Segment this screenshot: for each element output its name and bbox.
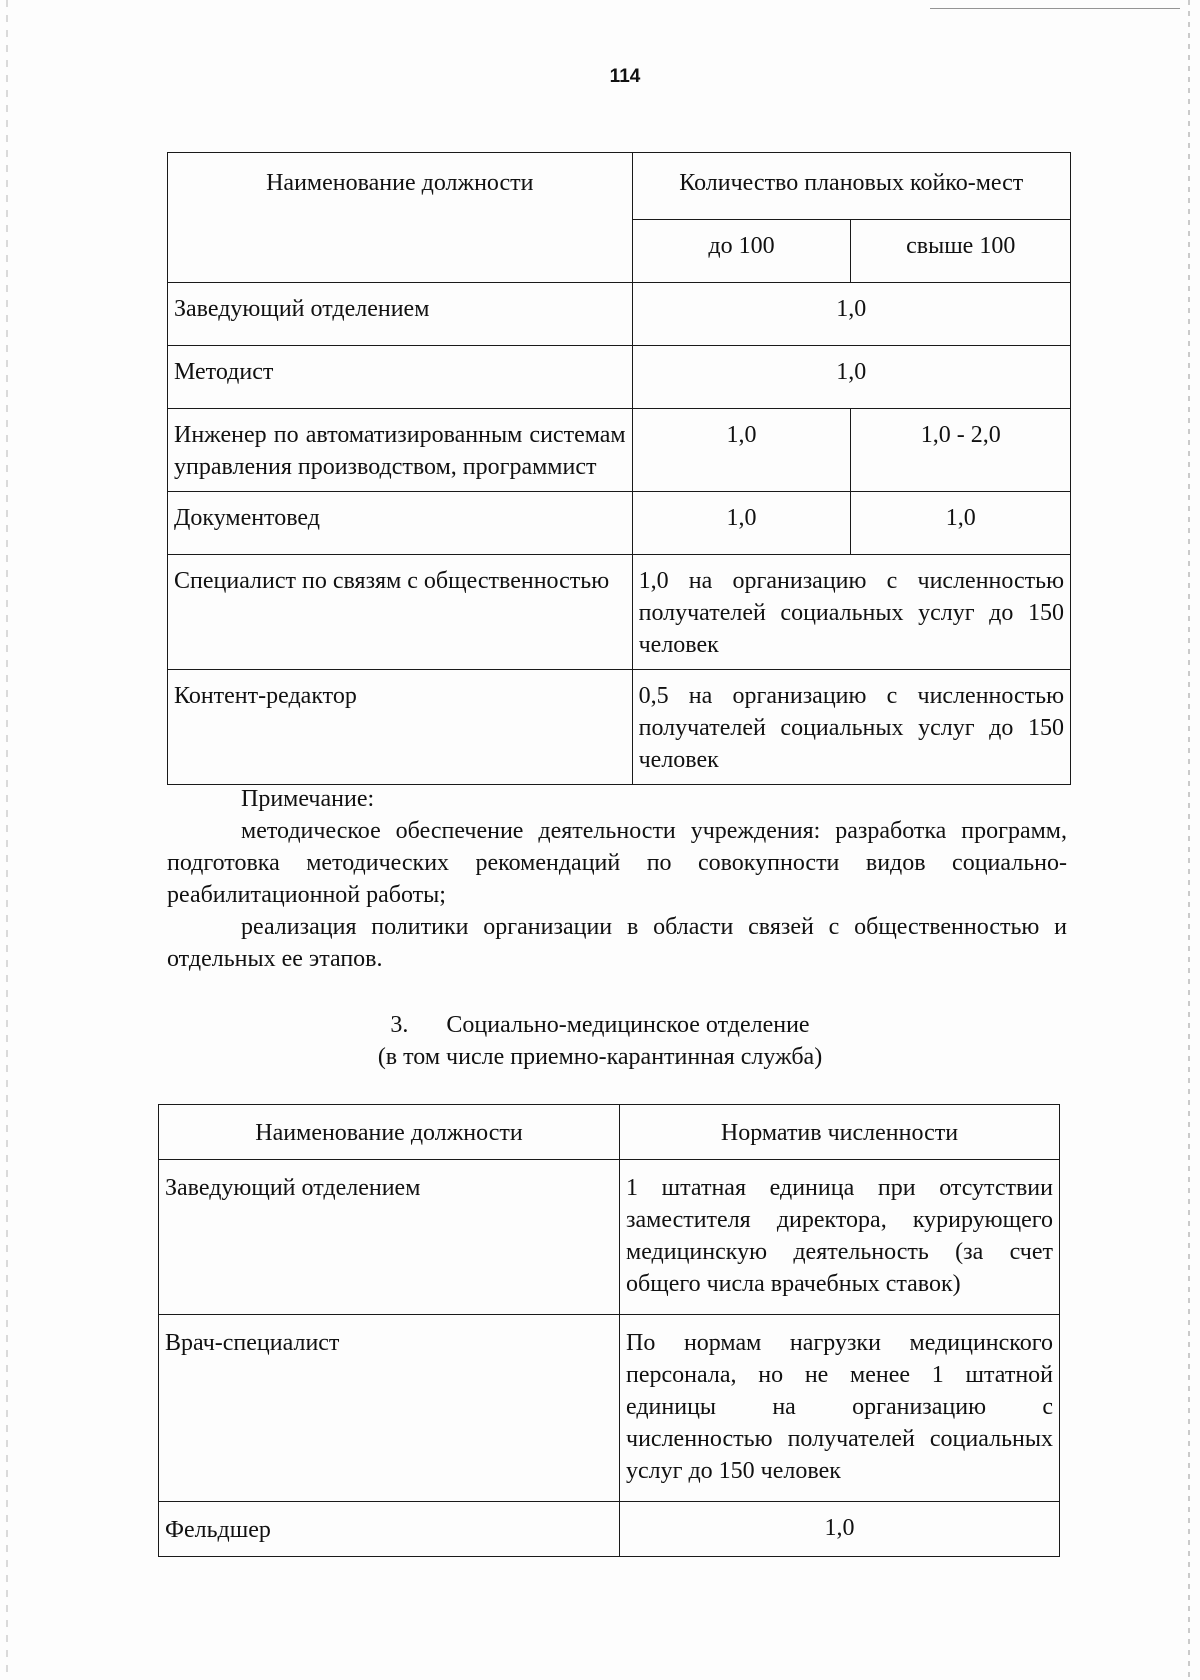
table-row [168, 346, 1071, 409]
row-value: 1,0 [632, 283, 1070, 346]
header-over-100: свыше 100 [851, 220, 1071, 283]
staffing-table-1 [167, 152, 1071, 785]
row-position: Врач-специалист [159, 1315, 620, 1502]
row-position: Контент-редактор [168, 670, 633, 785]
row-position: Документовед [168, 492, 633, 555]
row-value-upto-100: 1,0 [632, 492, 851, 555]
header-beds: Количество плановых койко-мест [632, 153, 1070, 220]
row-value: 1,0 на организацию с численностью получателей социальных услуг до 150 человек [632, 555, 1070, 670]
table-row [159, 1502, 1060, 1557]
row-position: Специалист по связям с общественностью [168, 555, 633, 670]
table-row [168, 409, 1071, 492]
table-row [159, 1315, 1060, 1502]
scan-top-rule [930, 8, 1180, 9]
page-number: 114 [609, 66, 641, 87]
header-norm: Норматив численности [620, 1105, 1060, 1160]
note-paragraph: методическое обеспечение деятельности учреждения: разработка программ, подготовка методических рекомендаций по совокупности видов социально-реабилитационной работы; [167, 818, 1067, 908]
row-value: 1 штатная единица при отсутствии заместителя директора, курирующего медицинскую деятельность (за счет общего числа врачебных ставок) [620, 1160, 1060, 1315]
row-value: 1,0 [620, 1502, 1060, 1557]
table-row [168, 670, 1071, 785]
row-position: Заведующий отделением [159, 1160, 620, 1315]
row-value: 0,5 на организацию с численностью получателей социальных услуг до 150 человек [632, 670, 1070, 785]
staffing-table-2 [158, 1104, 1060, 1557]
row-position: Фельдшер [159, 1502, 620, 1557]
row-value: По нормам нагрузки медицинского персонала, но не менее 1 штатной единицы на организацию с численностью получателей социальных услуг до 150 человек [620, 1315, 1060, 1502]
row-value: 1,0 [632, 346, 1070, 409]
row-value-upto-100: 1,0 [632, 409, 851, 492]
table-row [168, 555, 1071, 670]
table-row [168, 283, 1071, 346]
table-header-row [159, 1105, 1060, 1160]
table-row [159, 1160, 1060, 1315]
row-value-over-100: 1,0 [851, 492, 1071, 555]
row-position: Заведующий отделением [168, 283, 633, 346]
header-position: Наименование должности [159, 1105, 620, 1160]
note-title: Примечание: [241, 786, 375, 812]
section-title: Социально-медицинское отделение [446, 1012, 810, 1038]
section-number: 3. [390, 1012, 409, 1038]
row-position: Методист [168, 346, 633, 409]
table-row [168, 492, 1071, 555]
note-paragraph: реализация политики организации в области связей с общественностью и отдельных ее этапов. [167, 914, 1067, 972]
header-upto-100: до 100 [632, 220, 851, 283]
scan-edge-right [1188, 0, 1190, 1680]
table-header-row [168, 153, 1071, 220]
section-heading [0, 1009, 1200, 1041]
row-value-over-100: 1,0 - 2,0 [851, 409, 1071, 492]
row-position: Инженер по автоматизированным системам управления производством, программист [168, 409, 633, 492]
scan-edge-left [6, 0, 8, 1680]
section-subtitle: (в том числе приемно-карантинная служба) [377, 1044, 823, 1070]
header-position: Наименование должности [168, 153, 633, 283]
